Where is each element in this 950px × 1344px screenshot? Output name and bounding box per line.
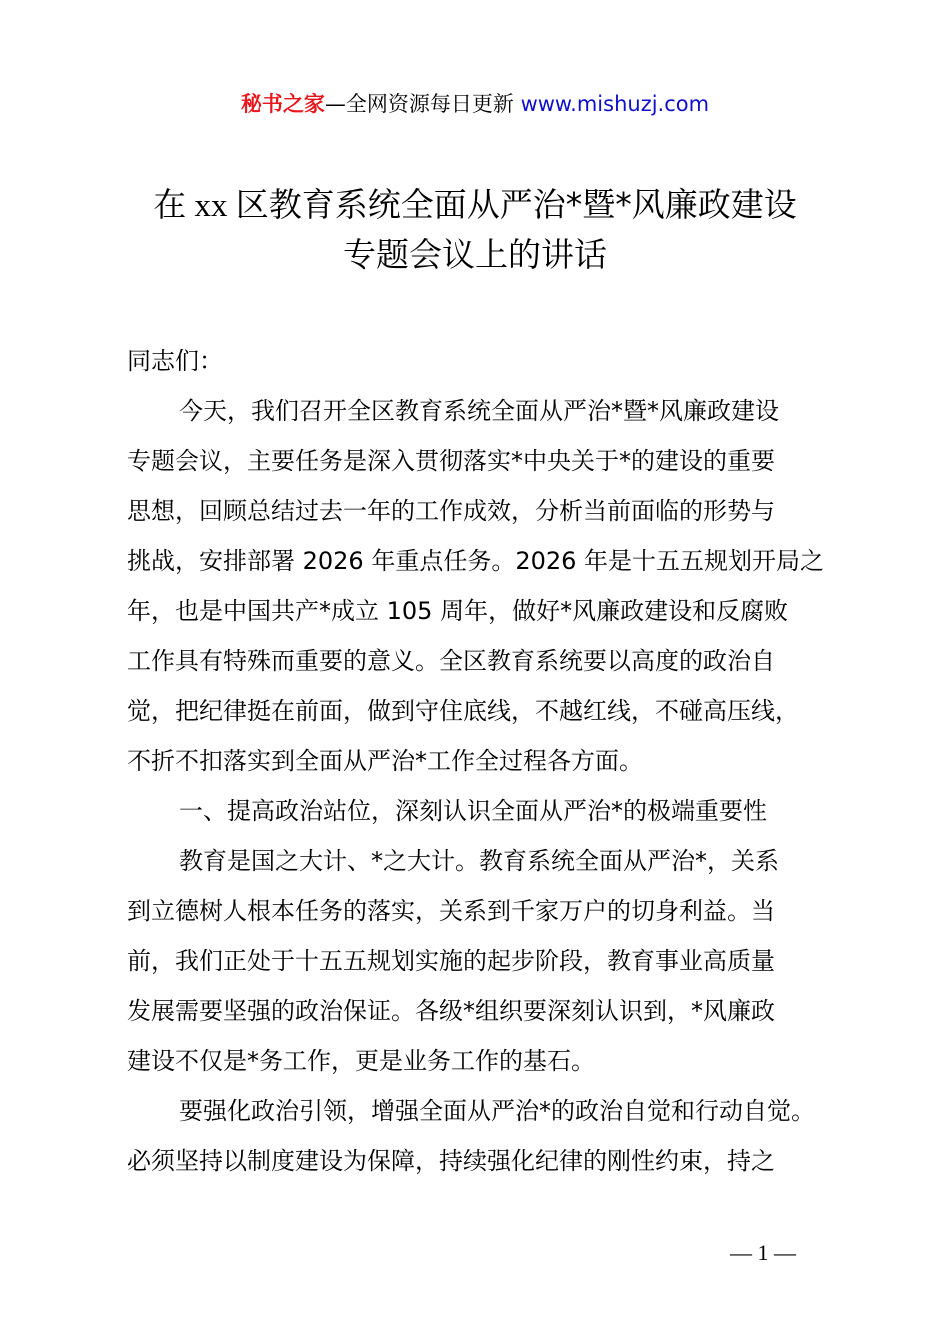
paragraph-line: 前，我们正处于十五五规划实施的起步阶段，教育事业高质量 xyxy=(127,947,775,975)
document-body xyxy=(127,336,857,1186)
paragraph-line: 工作具有特殊而重要的意义。全区教育系统要以高度的政治自 xyxy=(127,647,775,675)
paragraph-line: 挑战，安排部署 2026 年重点任务。2026 年是十五五规划开局之 xyxy=(127,547,825,575)
banner-brand: 秘书之家 xyxy=(240,92,325,116)
paragraph-line: 专题会议，主要任务是深入贯彻落实*中央关于*的建设的重要 xyxy=(127,447,775,475)
document-title-line-2: 专题会议上的讲话 xyxy=(343,235,607,274)
paragraph-line: 年，也是中国共产*成立 105 周年，做好*风廉政建设和反腐败 xyxy=(127,597,789,625)
paragraph-line: 到立德树人根本任务的落实，关系到千家万户的切身利益。当 xyxy=(127,897,775,925)
paragraph-line: 建设不仅是*务工作，更是业务工作的基石。 xyxy=(127,1047,595,1075)
title-rest: 区教育系统全面从严治*暨*风廉政建设 xyxy=(235,185,797,224)
title-prefix: 在 xyxy=(153,185,187,224)
site-banner xyxy=(0,88,950,120)
paragraph-line: 必须坚持以制度建设为保障，持续强化纪律的刚性约束，持之 xyxy=(127,1147,775,1175)
title-latin: xx xyxy=(186,188,236,224)
section-heading: 一、提高政治站位，深刻认识全面从严治*的极端重要性 xyxy=(179,797,767,825)
paragraph-line: 思想，回顾总结过去一年的工作成效，分析当前面临的形势与 xyxy=(127,497,775,525)
paragraph-line: 教育是国之大计、*之大计。教育系统全面从严治*，关系 xyxy=(179,847,779,875)
paragraph-line: 不折不扣落实到全面从严治*工作全过程各方面。 xyxy=(127,747,643,775)
banner-site-link[interactable]: www.mishuzj.com xyxy=(520,92,710,116)
paragraph-line: 要强化政治引领，增强全面从严治*的政治自觉和行动自觉。 xyxy=(179,1097,815,1125)
paragraph-line: 觉，把纪律挺在前面，做到守住底线，不越红线，不碰高压线， xyxy=(127,697,799,725)
paragraph-line: 发展需要坚强的政治保证。各级*组织要深刻认识到，*风廉政 xyxy=(127,997,775,1025)
salutation: 同志们： xyxy=(127,347,223,375)
banner-slogan: —全网资源每日更新 xyxy=(324,92,514,116)
document-title-line-1 xyxy=(0,180,950,231)
paragraph-line: 今天，我们召开全区教育系统全面从严治*暨*风廉政建设 xyxy=(179,397,779,425)
page-number: — 1 — xyxy=(730,1240,796,1265)
